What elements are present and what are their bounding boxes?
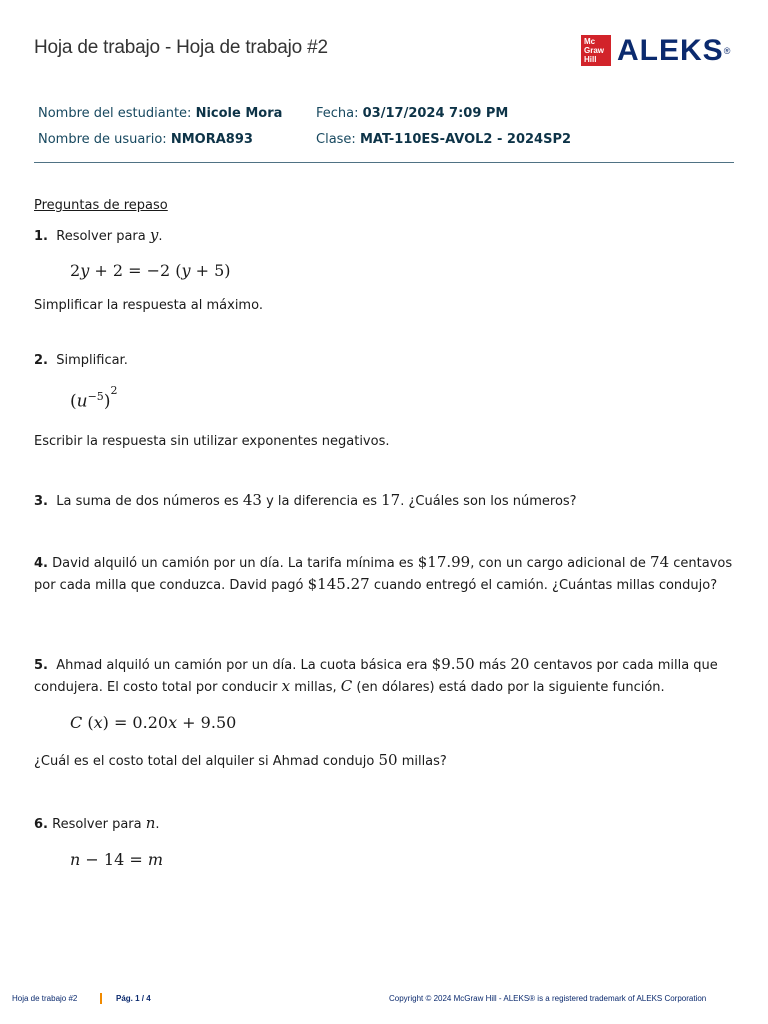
- section-title: Preguntas de repaso: [34, 198, 168, 213]
- student-name: Nombre del estudiante: Nicole Mora: [38, 106, 283, 121]
- question-2: 2. Simplificar.: [34, 353, 128, 368]
- question-5-followup: ¿Cuál es el costo total del alquiler si Ahmad condujo 50 millas?: [34, 751, 447, 769]
- footer-title: Hoja de trabajo #2: [12, 994, 78, 1003]
- mcgraw-hill-aleks-logo: Mc Graw Hill ALEKS ®: [581, 35, 730, 66]
- question-1: 1. Resolver para y.: [34, 226, 163, 244]
- header-divider: [34, 162, 734, 163]
- date: Fecha: 03/17/2024 7:09 PM: [316, 106, 509, 121]
- equation-1: 2y + 2 = −2 (y + 5): [70, 261, 231, 280]
- equation-6: n − 14 = m: [70, 850, 163, 869]
- expression-2: $(u^{-5})^2$: [70, 384, 118, 412]
- footer-copyright: Copyright © 2024 McGraw Hill - ALEKS® is a registered trademark of ALEKS Corporation: [389, 994, 707, 1003]
- page-title: Hoja de trabajo - Hoja de trabajo #2: [34, 37, 328, 58]
- username: Nombre de usuario: NMORA893: [38, 132, 253, 147]
- aleks-wordmark: ALEKS: [617, 34, 724, 67]
- question-6: 6. Resolver para n.: [34, 814, 160, 832]
- question-5: 5. Ahmad alquiló un camión por un día. La cuota básica era $9.50 más 20 centavos por cada milla que condujera. El costo total por conducir x millas, C (en dólares) está dado por la siguiente función.: [34, 655, 718, 695]
- question-4: 4. David alquiló un camión por un día. La tarifa mínima es $17.99, con un cargo adicional de 74 centavos por cada milla que conduzca. David pagó $145.27 cuando entregó el camión. ¿Cuántas millas condujo?: [34, 553, 733, 593]
- question-3: 3. La suma de dos números es 43 y la diferencia es 17. ¿Cuáles son los números?: [34, 491, 577, 509]
- mcgraw-hill-logo: Mc Graw Hill: [581, 35, 611, 66]
- question-1-note: Simplificar la respuesta al máximo.: [34, 298, 263, 313]
- function-5: C (x) = 0.20x + 9.50: [70, 713, 237, 732]
- footer-separator: [100, 993, 102, 1004]
- footer-page-number: Pág. 1 / 4: [116, 994, 151, 1003]
- question-2-note: Escribir la respuesta sin utilizar exponentes negativos.: [34, 434, 390, 449]
- class: Clase: MAT-110ES-AVOL2 - 2024SP2: [316, 132, 572, 147]
